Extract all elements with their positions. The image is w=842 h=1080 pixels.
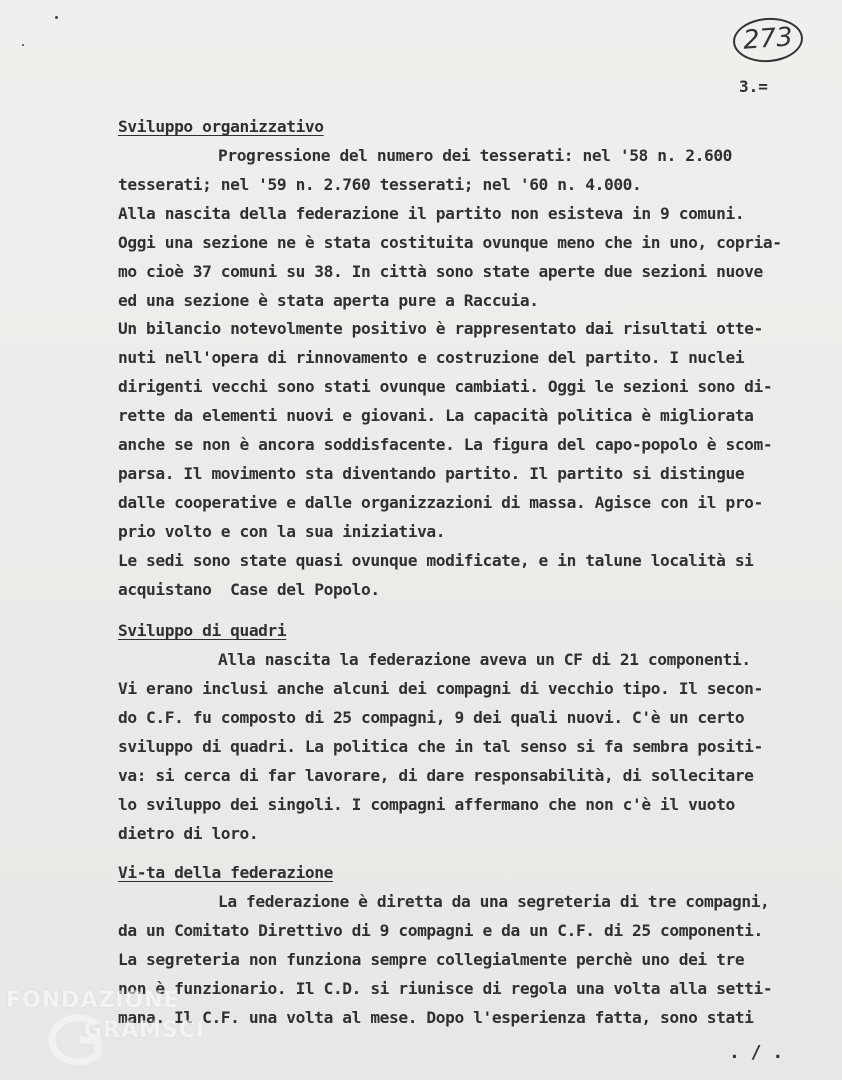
paragraph-line: dalle cooperative e dalle organizzazioni di massa. Agisce con il pro-: [118, 493, 763, 512]
watermark-line2: GRAMSCI: [84, 1018, 206, 1043]
paragraph-line: La segreteria non funziona sempre collegialmente perchè uno dei tre: [118, 950, 745, 969]
continuation-mark: . / .: [729, 1042, 784, 1063]
paragraph-line: Vi erano inclusi anche alcuni dei compagni di vecchio tipo. Il secon-: [118, 679, 763, 698]
ink-speck: [22, 44, 24, 46]
paragraph-line: mo cioè 37 comuni su 38. In città sono state aperte due sezioni nuove: [118, 262, 763, 281]
section-heading-vita: Vi-ta della federazione: [118, 863, 333, 882]
paragraph-line: dirigenti vecchi sono stati ovunque cambiati. Oggi le sezioni sono di-: [118, 377, 773, 396]
section-heading-quadri: Sviluppo di quadri: [118, 621, 287, 640]
paragraph-line: La federazione è diretta da una segreteria di tre compagni,: [218, 892, 770, 911]
paragraph-line: ed una sezione è stata aperta pure a Raccuia.: [118, 291, 539, 310]
archive-number: 273: [732, 16, 805, 65]
paragraph-line: acquistano Case del Popolo.: [118, 580, 380, 599]
paragraph-line: Alla nascita la federazione aveva un CF di 21 componenti.: [218, 650, 751, 669]
watermark-g-icon: [36, 1010, 116, 1070]
paragraph-line: non è funzionario. Il C.D. si riunisce di regola una volta alla setti-: [118, 979, 773, 998]
paragraph-line: sviluppo di quadri. La politica che in tal senso si fa sembra positi-: [118, 737, 763, 756]
page-number: 3.=: [739, 77, 768, 96]
paragraph-line: tesserati; nel '59 n. 2.760 tesserati; nel '60 n. 4.000.: [118, 175, 642, 194]
paragraph-line: Un bilancio notevolmente positivo è rappresentato dai risultati otte-: [118, 319, 763, 338]
paragraph-line: va: si cerca di far lavorare, di dare responsabilità, di sollecitare: [118, 766, 754, 785]
paragraph-line: nuti nell'opera di rinnovamento e costruzione del partito. I nuclei: [118, 348, 745, 367]
paragraph-line: da un Comitato Direttivo di 9 compagni e da un C.F. di 25 componenti.: [118, 921, 763, 940]
ink-speck: [55, 16, 58, 19]
watermark-logo: [6, 988, 226, 1068]
paragraph-line: rette da elementi nuovi e giovani. La capacità politica è migliorata: [118, 406, 754, 425]
paragraph-line: dietro di loro.: [118, 824, 259, 843]
paragraph-line: Alla nascita della federazione il partito non esisteva in 9 comuni.: [118, 204, 745, 223]
paragraph-line: lo sviluppo dei singoli. I compagni affermano che non c'è il vuoto: [118, 795, 735, 814]
paragraph-line: prio volto e con la sua iniziativa.: [118, 522, 446, 541]
paragraph-line: Oggi una sezione ne è stata costituita ovunque meno che in uno, copria-: [118, 233, 782, 252]
watermark-line1: FONDAZIONE: [6, 988, 180, 1013]
paragraph-line: do C.F. fu composto di 25 compagni, 9 dei quali nuovi. C'è un certo: [118, 708, 745, 727]
paragraph-line: parsa. Il movimento sta diventando partito. Il partito si distingue: [118, 464, 745, 483]
section-heading-organizzativo: Sviluppo organizzativo: [118, 117, 324, 136]
paragraph-line: Progressione del numero dei tesserati: nel '58 n. 2.600: [218, 146, 733, 165]
paragraph-line: anche se non è ancora soddisfacente. La figura del capo-popolo è scom-: [118, 435, 773, 454]
paragraph-line: mana. Il C.F. una volta al mese. Dopo l'esperienza fatta, sono stati: [118, 1008, 754, 1027]
paragraph-line: Le sedi sono state quasi ovunque modificate, e in talune località si: [118, 551, 754, 570]
